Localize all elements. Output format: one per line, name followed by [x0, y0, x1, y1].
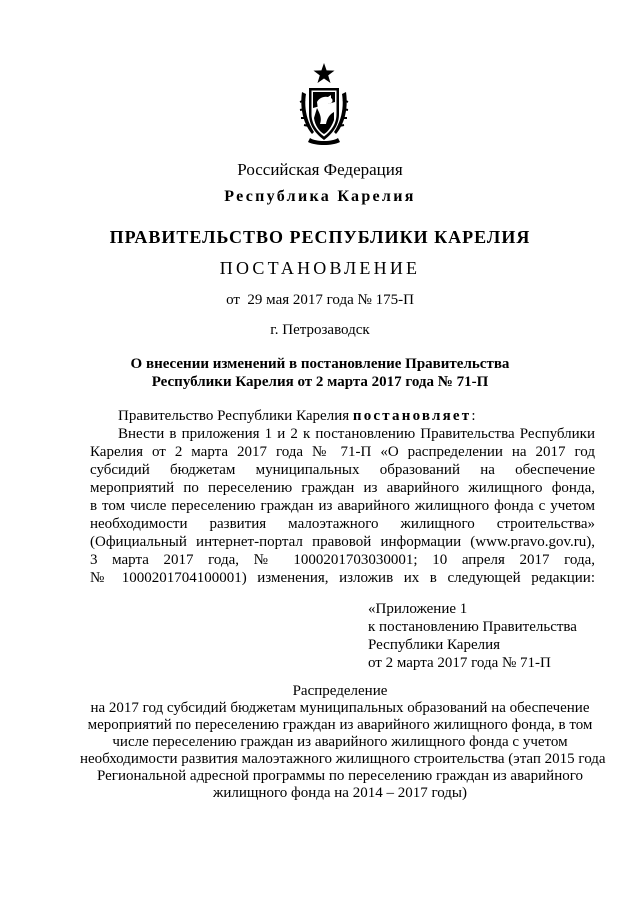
appendix-line: от 2 марта 2017 года № 71-П	[368, 655, 551, 671]
subject-line: О внесении изменений в постановление Правительства	[130, 356, 510, 372]
body-line: Карелия от 2 марта 2017 года № 71-П «О распределении на 2017 год	[90, 444, 595, 460]
federation-heading: Российская Федерация	[237, 160, 403, 179]
distribution-line: Региональной адресной программы по переселению граждан из аварийного	[96, 768, 583, 784]
distribution-line: необходимости развития малоэтажного жилищного строительства (этап 2015 года	[80, 751, 606, 767]
city-name: г. Петрозаводск	[270, 322, 370, 338]
document-type-heading: ПОСТАНОВЛЕНИЕ	[219, 258, 421, 278]
republic-heading: Республика Карелия	[224, 188, 416, 205]
subject-line: Республики Карелия от 2 марта 2017 года № 71-П	[151, 374, 489, 390]
distribution-line: на 2017 год субсидий бюджетам муниципальных образований на обеспечение	[90, 700, 590, 716]
distribution-line: числе переселению граждан из аварийного жилищного фонда с учетом	[112, 734, 568, 750]
body-line: № 1000201704100001) изменения, изложив их в следующей редакции:	[90, 570, 595, 586]
appendix-line: к постановлению Правительства	[368, 619, 577, 635]
appendix-reference	[368, 600, 577, 672]
body-line: мероприятий по переселению граждан из аварийного жилищного фонда,	[90, 480, 595, 496]
intro-prefix: Правительство Республики Карелия	[118, 408, 353, 424]
body-line: 3 марта 2017 года, № 1000201703030001; 10 апреля 2017 года,	[90, 552, 595, 568]
body-line: (Официальный интернет-портал правовой информации (www.pravo.gov.ru),	[90, 534, 595, 550]
coat-of-arms-emblem	[296, 62, 352, 148]
intro-decrees-word: постановляет	[352, 408, 472, 424]
distribution-title: Распределение	[292, 683, 388, 699]
body-line: субсидий бюджетам муниципальных образований на обеспечение	[90, 462, 595, 478]
distribution-line: мероприятий по переселению граждан из аварийного жилищного фонда, в том	[87, 717, 593, 733]
decree-body	[90, 407, 595, 587]
decree-date-number: от 29 мая 2017 года № 175-П	[226, 292, 414, 308]
government-heading: ПРАВИТЕЛЬСТВО РЕСПУБЛИКИ КАРЕЛИЯ	[109, 227, 531, 247]
distribution-line: жилищного фонда на 2014 – 2017 годы)	[212, 785, 468, 801]
body-line: в том числе переселению граждан из аварийного жилищного фонда с учетом	[90, 498, 595, 514]
body-intro	[90, 407, 595, 425]
decree-subject-title	[0, 355, 640, 391]
appendix-line: «Приложение 1	[368, 601, 468, 617]
body-line: Внести в приложения 1 и 2 к постановлению Правительства Республики	[118, 426, 595, 442]
intro-suffix: :	[471, 408, 476, 424]
body-line: необходимости развития малоэтажного жилищного строительства»	[90, 516, 595, 532]
distribution-heading	[80, 683, 606, 802]
appendix-line: Республики Карелия	[368, 637, 501, 653]
